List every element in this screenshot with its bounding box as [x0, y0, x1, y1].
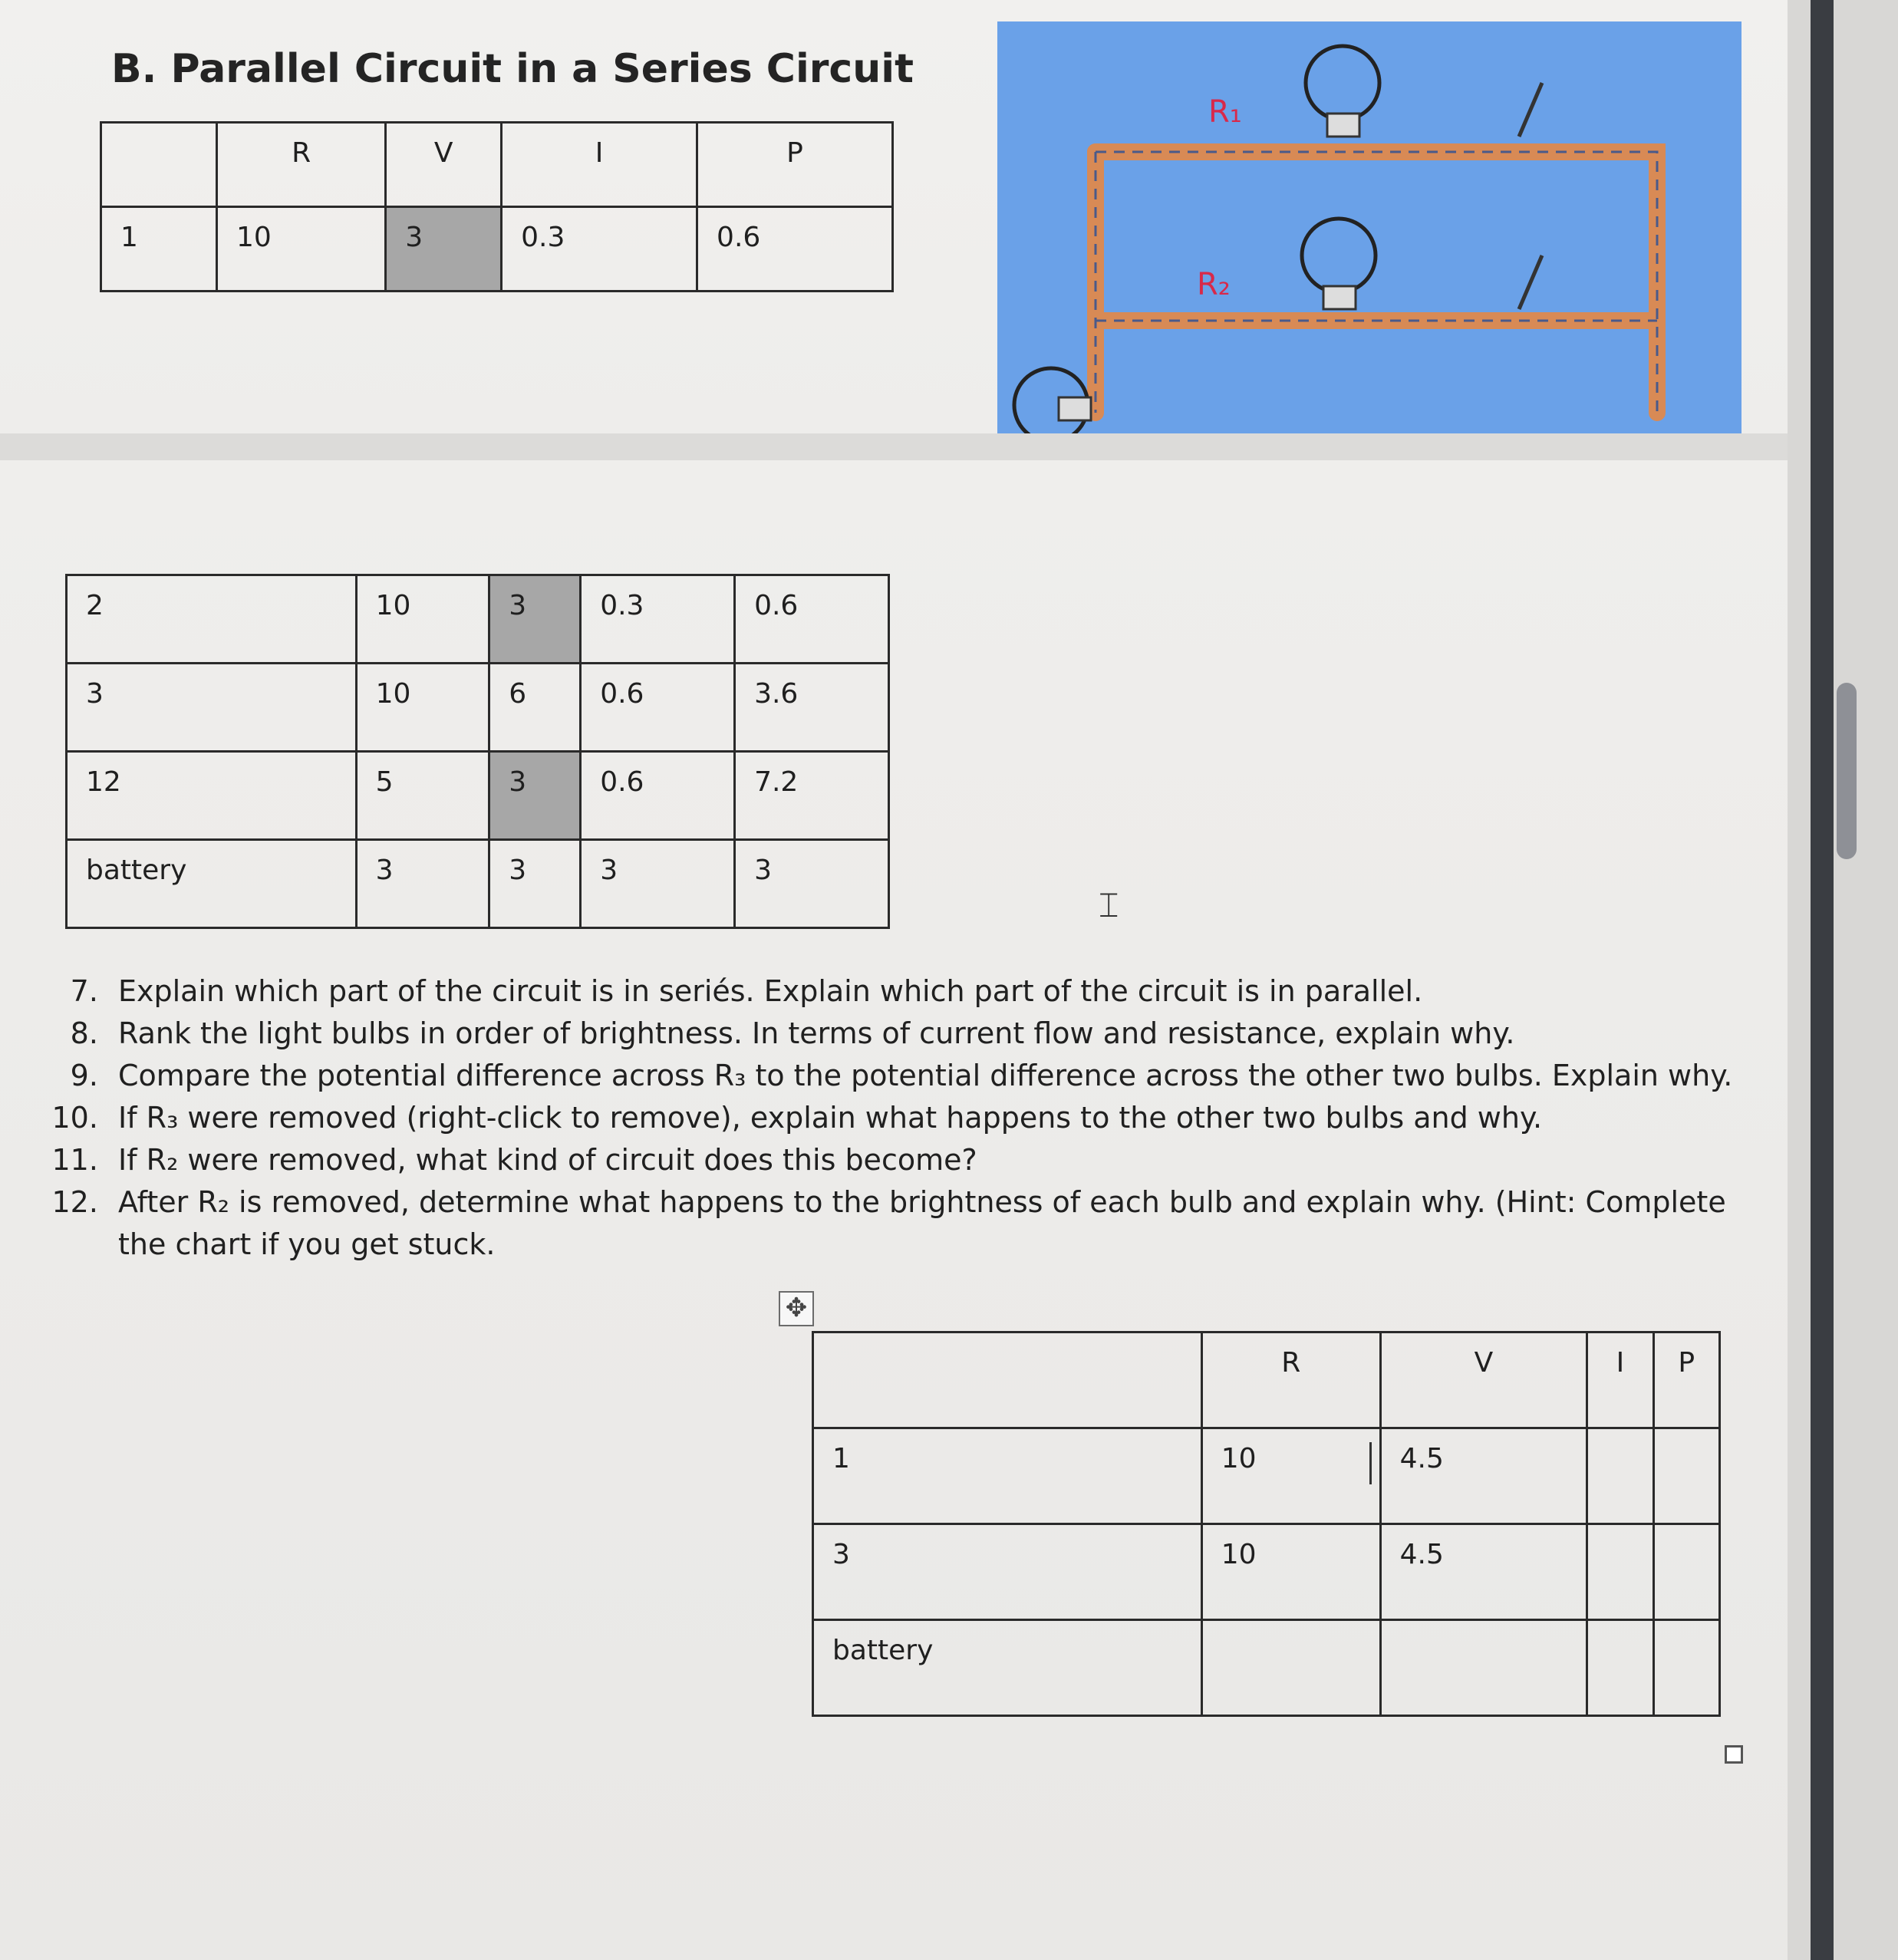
table-cell[interactable]: 1 [101, 207, 217, 292]
table-row [813, 1524, 1720, 1620]
header-cell[interactable]: I [1587, 1332, 1653, 1428]
table-cell[interactable] [1587, 1620, 1653, 1716]
table-row [813, 1620, 1720, 1716]
table-cell[interactable]: 5 [356, 752, 489, 840]
table-cell[interactable] [1653, 1428, 1719, 1524]
table-cell[interactable]: 10 [1201, 1524, 1380, 1620]
bulb-r2-icon [1302, 219, 1376, 309]
text-cursor-icon: ⌶ [1099, 886, 1119, 925]
table-cell[interactable] [1587, 1428, 1653, 1524]
label-r1: R₁ [1208, 94, 1242, 130]
circuit-diagram [997, 21, 1741, 433]
table-cell[interactable]: 3 [489, 752, 581, 840]
table-cell[interactable]: 10 [356, 575, 489, 664]
table-cell[interactable]: 7.2 [735, 752, 889, 840]
question-item: 11. If R₂ were removed, what kind of circuit does this become? [107, 1139, 1765, 1181]
table-cell[interactable]: 3.6 [735, 664, 889, 752]
question-item: 7. Explain which part of the circuit is in seriés. Explain which part of the circuit is in parallel. [107, 970, 1765, 1013]
label-r2: R₂ [1197, 267, 1231, 302]
header-cell[interactable]: R [1201, 1332, 1380, 1428]
table-header-row [101, 123, 893, 207]
data-table-1 [100, 121, 894, 292]
table-cell[interactable]: 0.6 [581, 664, 735, 752]
table-row [813, 1428, 1720, 1524]
table-cell[interactable]: 3 [735, 840, 889, 928]
question-item: 10. If R₃ were removed (right-click to remove), explain what happens to the other two bulbs and why. [107, 1097, 1765, 1139]
table-cell[interactable]: 0.6 [581, 752, 735, 840]
page-gap [0, 433, 1788, 460]
table-row [67, 840, 889, 928]
data-table-2 [65, 574, 890, 929]
question-item: 9. Compare the potential difference across R₃ to the potential difference across the other two bulbs. Explain why. [107, 1055, 1765, 1097]
table-row [67, 575, 889, 664]
table-cell[interactable]: 1 [813, 1428, 1202, 1524]
table-header-row [813, 1332, 1720, 1428]
table-cell[interactable]: battery [813, 1620, 1202, 1716]
table-cell[interactable]: 3 [356, 840, 489, 928]
table-cell[interactable]: 6 [489, 664, 581, 752]
bezel [1811, 0, 1834, 1960]
bulb-r3-icon [1014, 368, 1091, 433]
table-cell[interactable]: 3 [67, 664, 357, 752]
question-item: 12. After R₂ is removed, determine what happens to the brightness of each bulb and explain why. (Hint: Complete the chart if you get stuck. [107, 1181, 1765, 1266]
table-cell[interactable]: 4.5 [1380, 1524, 1587, 1620]
table-cell[interactable]: 3 [813, 1524, 1202, 1620]
table-cell[interactable]: 0.6 [697, 207, 893, 292]
text-caret [1369, 1442, 1372, 1484]
move-icon[interactable]: ✥ [779, 1291, 814, 1326]
table-cell[interactable]: 3 [489, 840, 581, 928]
table-cell[interactable]: 10 [216, 207, 385, 292]
table-cell[interactable]: 2 [67, 575, 357, 664]
table-cell[interactable]: battery [67, 840, 357, 928]
table-cell[interactable] [1587, 1524, 1653, 1620]
header-cell[interactable] [101, 123, 217, 207]
table-cell[interactable]: 0.3 [581, 575, 735, 664]
table-cell[interactable] [1201, 1620, 1380, 1716]
table-cell[interactable]: 3 [581, 840, 735, 928]
header-cell[interactable]: I [502, 123, 697, 207]
section-title: B. Parallel Circuit in a Series Circuit [111, 46, 914, 92]
table-cell[interactable]: 4.5 [1380, 1428, 1587, 1524]
table-cell[interactable] [1380, 1620, 1587, 1716]
table-cell[interactable]: 12 [67, 752, 357, 840]
table-cell[interactable]: 3 [489, 575, 581, 664]
header-cell[interactable]: V [386, 123, 502, 207]
header-cell[interactable] [813, 1332, 1202, 1428]
table-cell[interactable] [1653, 1620, 1719, 1716]
header-cell[interactable]: P [1653, 1332, 1719, 1428]
scrollbar-thumb[interactable] [1837, 683, 1857, 859]
question-item: 8. Rank the light bulbs in order of brightness. In terms of current flow and resistance, explain why. [107, 1013, 1765, 1055]
table-cell[interactable]: 0.6 [735, 575, 889, 664]
table-row [101, 207, 893, 292]
question-list [46, 970, 1765, 1266]
header-cell[interactable]: P [697, 123, 893, 207]
table-cell[interactable]: 10 [356, 664, 489, 752]
header-cell[interactable]: V [1380, 1332, 1587, 1428]
switch-icon [1519, 83, 1542, 309]
table-cell[interactable]: 10 [1201, 1428, 1380, 1524]
table-cell[interactable]: 3 [386, 207, 502, 292]
window-edge [1788, 0, 1898, 1960]
header-cell[interactable]: R [216, 123, 385, 207]
table-cell[interactable]: 0.3 [502, 207, 697, 292]
data-table-3 [812, 1331, 1721, 1717]
table-row [67, 752, 889, 840]
table-resize-handle[interactable] [1725, 1745, 1743, 1764]
table-cell[interactable] [1653, 1524, 1719, 1620]
circuit-simulation-image [997, 21, 1741, 433]
bulb-r1-icon [1306, 46, 1379, 137]
table-row [67, 664, 889, 752]
